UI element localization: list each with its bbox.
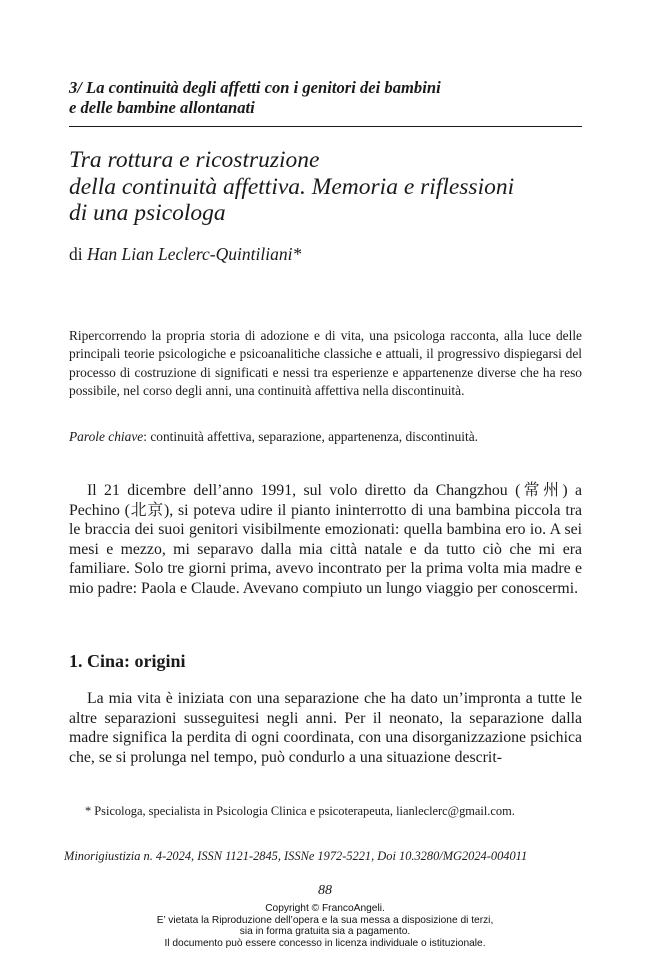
section-divider: [69, 126, 582, 127]
keywords-label: Parole chiave: [69, 429, 144, 444]
footnote: * Psicologa, specialista in Psicologia Clinica e psicoterapeuta, lianleclerc@gmail.com.: [85, 804, 515, 818]
keywords-text: : continuità affettiva, separazione, appartenenza, discontinuità.: [143, 429, 479, 444]
copyright-line4: Il documento può essere concesso in licenza individuale o istituzionale.: [164, 937, 486, 949]
section-heading-line1: 3/ La continuità degli affetti con i genitori dei bambini: [69, 78, 441, 97]
title-line1: Tra rottura e ricostruzione: [69, 147, 320, 173]
title-line3: di una psicologa: [69, 200, 226, 226]
author-prefix: di: [69, 244, 83, 264]
journal-citation: Minorigiustizia n. 4-2024, ISSN 1121-2845, ISSNe 1972-5221, Doi 10.3280/MG2024-004011: [64, 849, 528, 863]
abstract: Ripercorrendo la propria storia di adozione e di vita, una psicologa racconta, alla luce delle principali teorie psicologiche e psicoanalitiche classiche e attuali, il progressivo dispiegarsi del processo di costruzione di significati e nessi tra esperienze e appartenenze diverse che ha reso possibile, nel corso degli anni, una continuità affettiva nella discontinuità.: [69, 328, 582, 399]
author-name: Han Lian Leclerc-Quintiliani*: [87, 244, 302, 264]
copyright-line2: E’ vietata la Riproduzione dell’opera e la sua messa a disposizione di terzi,: [156, 914, 494, 926]
article-author: [69, 243, 301, 265]
page-number: 88: [318, 883, 332, 898]
keywords: [69, 428, 582, 446]
copyright-line3: sia in forma gratuita sia a pagamento.: [239, 926, 411, 938]
copyright-notice: [0, 903, 650, 949]
copyright-line1: Copyright © FrancoAngeli.: [265, 903, 385, 914]
section-heading-line2: e delle bambine allontanati: [69, 98, 255, 117]
body-paragraph-2: La mia vita è iniziata con una separazione che ha dato un’impronta a tutte le altre separazioni susseguitesi negli anni. Per il neonato, la separazione dalla madre significa la perdita di ogni coordinata, con una disorganizzazione psichica che, se si prolunga nel tempo, può condurlo a una situazione descrit-: [69, 690, 582, 766]
section-heading: [69, 78, 584, 118]
section-1-heading: 1. Cina: origini: [69, 651, 186, 671]
title-line2: della continuità affettiva. Memoria e riflessioni: [69, 173, 515, 200]
body-paragraph-1: Il 21 dicembre dell’anno 1991, sul volo diretto da Changzhou (常州) a Pechino (北京), si poteva udire il pianto ininterrotto di una bambina piccola tra le braccia dei suoi genitori visibilmente emozionati: quella bambina ero io. A sei mesi e mezzo, mi separavo dalla mia città natale e da tutto ciò che mi era familiare. Solo tre giorni prima, avevo incontrato per la prima volta mia madre e mio padre: Paola e Claude. Avevano compiuto un lungo viaggio per conoscermi.: [69, 482, 582, 597]
article-title: [69, 147, 589, 227]
